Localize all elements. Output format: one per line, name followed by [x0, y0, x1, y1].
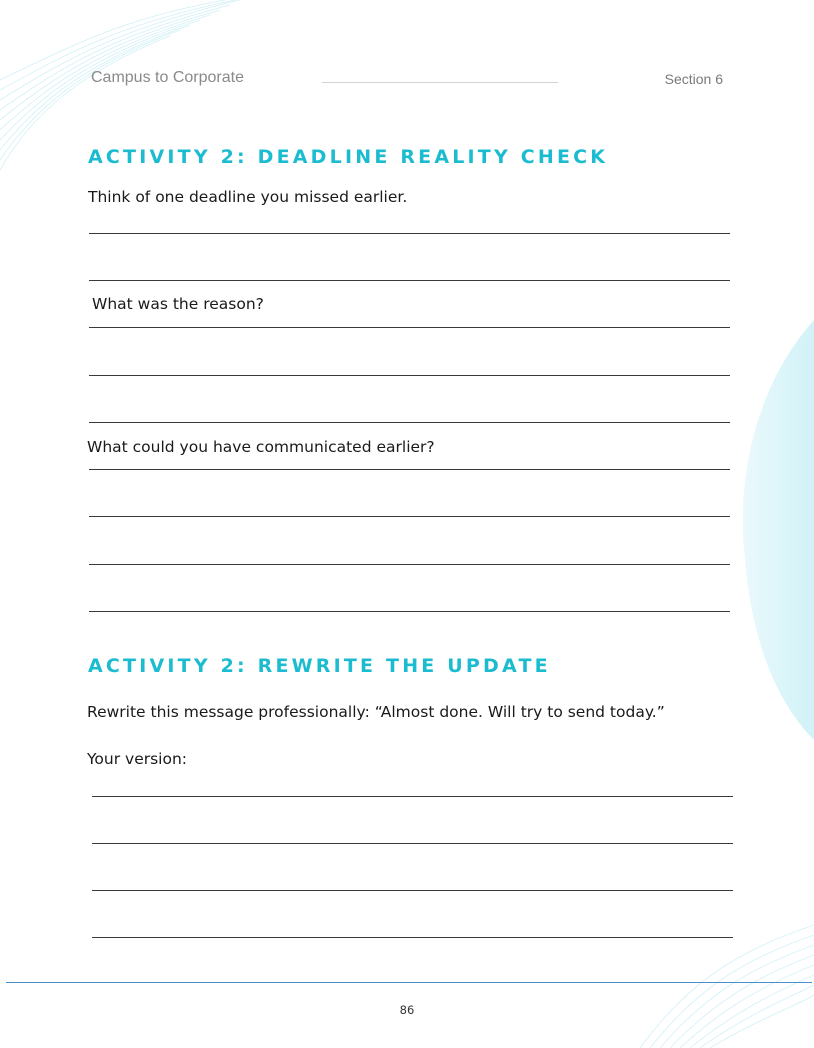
section-label: Section 6 — [664, 71, 723, 87]
writing-line[interactable] — [89, 611, 730, 612]
activity-update-title: ACTIVITY 2: REWRITE THE UPDATE — [88, 655, 551, 677]
writing-line[interactable] — [89, 564, 730, 565]
writing-line[interactable] — [92, 937, 733, 938]
writing-line[interactable] — [92, 890, 733, 891]
prompt-communicated-earlier: What could you have communicated earlier? — [87, 438, 435, 456]
writing-line[interactable] — [89, 469, 730, 470]
writing-line[interactable] — [89, 327, 730, 328]
writing-line[interactable] — [92, 796, 733, 797]
prompt-missed-deadline: Think of one deadline you missed earlier. — [88, 188, 408, 206]
prompt-reason: What was the reason? — [92, 295, 264, 313]
writing-line[interactable] — [92, 843, 733, 844]
document-title: Campus to Corporate — [91, 69, 244, 86]
header-divider — [322, 82, 558, 83]
footer-divider — [6, 982, 812, 983]
rewrite-instruction: Rewrite this message professionally: “Almost done. Will try to send today.” — [87, 703, 665, 721]
activity-deadline-title: ACTIVITY 2: DEADLINE REALITY CHECK — [88, 146, 609, 168]
writing-line[interactable] — [89, 516, 730, 517]
your-version-label: Your version: — [87, 750, 188, 768]
writing-line[interactable] — [89, 422, 730, 423]
page-number: 86 — [399, 1003, 415, 1017]
writing-line[interactable] — [89, 280, 730, 281]
writing-line[interactable] — [89, 233, 730, 234]
writing-line[interactable] — [89, 375, 730, 376]
